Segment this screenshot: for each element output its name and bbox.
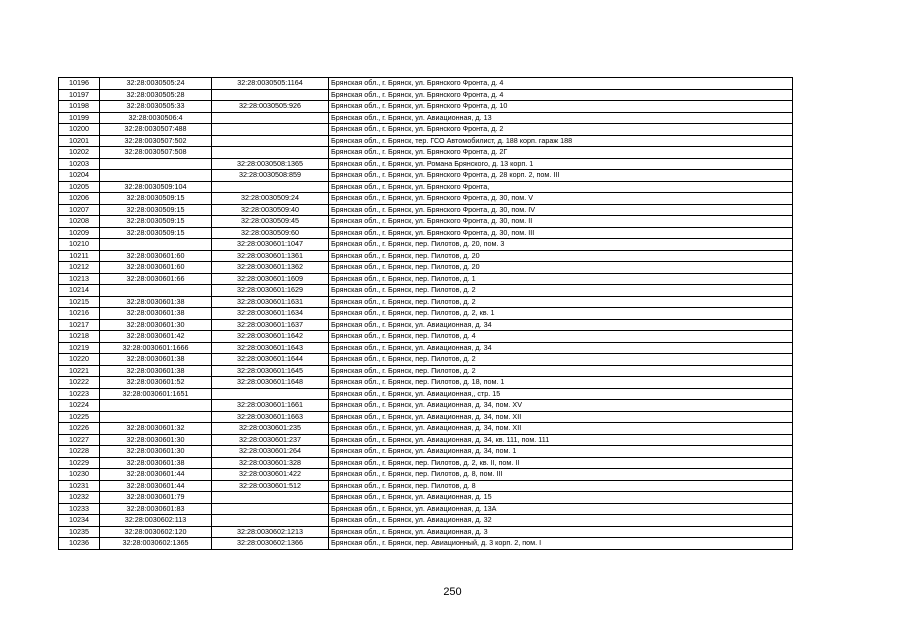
address-cell: Брянская обл., г. Брянск, пер. Пилотов, д. 2, кв. 1 [329, 308, 793, 320]
table-row [59, 308, 793, 320]
row-number-cell: 10211 [59, 250, 100, 262]
table-row [59, 377, 793, 389]
row-number-cell: 10199 [59, 112, 100, 124]
address-cell: Брянская обл., г. Брянск, ул. Авиационная, д. 13А [329, 503, 793, 515]
related-cadastral-number-cell [212, 503, 329, 515]
related-cadastral-number-cell [212, 492, 329, 504]
cadastral-number-cell: 32:28:0030601:66 [100, 273, 212, 285]
table-row [59, 538, 793, 550]
cadastral-number-cell: 32:28:0030601:38 [100, 296, 212, 308]
row-number-cell: 10210 [59, 239, 100, 251]
address-cell: Брянская обл., г. Брянск, ул. Брянского Фронта, д. 4 [329, 78, 793, 90]
row-number-cell: 10220 [59, 354, 100, 366]
row-number-cell: 10196 [59, 78, 100, 90]
table-row [59, 296, 793, 308]
address-cell: Брянская обл., г. Брянск, пер. Пилотов, д. 20 [329, 262, 793, 274]
related-cadastral-number-cell: 32:28:0030602:1213 [212, 526, 329, 538]
address-cell: Брянская обл., г. Брянск, пер. Пилотов, д. 2 [329, 296, 793, 308]
related-cadastral-number-cell: 32:28:0030509:60 [212, 227, 329, 239]
related-cadastral-number-cell: 32:28:0030601:235 [212, 423, 329, 435]
cadastral-number-cell: 32:28:0030601:38 [100, 457, 212, 469]
address-cell: Брянская обл., г. Брянск, ул. Авиационная, д. 13 [329, 112, 793, 124]
cadastral-number-cell [100, 158, 212, 170]
row-number-cell: 10207 [59, 204, 100, 216]
row-number-cell: 10218 [59, 331, 100, 343]
table-row [59, 446, 793, 458]
address-cell: Брянская обл., г. Брянск, пер. Пилотов, д. 20, пом. 3 [329, 239, 793, 251]
related-cadastral-number-cell: 32:28:0030509:40 [212, 204, 329, 216]
cadastral-number-cell: 32:28:0030601:1651 [100, 388, 212, 400]
table-row [59, 423, 793, 435]
cadastral-number-cell: 32:28:0030601:44 [100, 469, 212, 481]
page-number: 250 [443, 586, 462, 598]
address-cell: Брянская обл., г. Брянск, пер. Пилотов, д. 2 [329, 354, 793, 366]
address-cell: Брянская обл., г. Брянск, ул. Брянского Фронта, д. 4 [329, 89, 793, 101]
cadastral-number-cell: 32:28:0030601:1666 [100, 342, 212, 354]
table-row [59, 515, 793, 527]
row-number-cell: 10202 [59, 147, 100, 159]
address-cell: Брянская обл., г. Брянск, ул. Брянского Фронта, д. 28 корп. 2, пом. III [329, 170, 793, 182]
related-cadastral-number-cell: 32:28:0030601:1361 [212, 250, 329, 262]
cadastral-number-cell: 32:28:0030601:60 [100, 262, 212, 274]
address-cell: Брянская обл., г. Брянск, пер. Пилотов, д. 8, пом. III [329, 469, 793, 481]
row-number-cell: 10197 [59, 89, 100, 101]
cadastral-number-cell: 32:28:0030509:15 [100, 227, 212, 239]
related-cadastral-number-cell: 32:28:0030601:1663 [212, 411, 329, 423]
table-row [59, 170, 793, 182]
row-number-cell: 10204 [59, 170, 100, 182]
registry-table [58, 77, 793, 550]
related-cadastral-number-cell: 32:28:0030509:45 [212, 216, 329, 228]
address-cell: Брянская обл., г. Брянск, ул. Авиационная, д. 34, пом. 1 [329, 446, 793, 458]
row-number-cell: 10235 [59, 526, 100, 538]
table-row [59, 204, 793, 216]
cadastral-number-cell: 32:28:0030601:52 [100, 377, 212, 389]
cadastral-number-cell: 32:28:0030509:15 [100, 204, 212, 216]
address-cell: Брянская обл., г. Брянск, пер. Пилотов, д. 2, кв. II, пом. II [329, 457, 793, 469]
table-row [59, 124, 793, 136]
table-row [59, 181, 793, 193]
row-number-cell: 10217 [59, 319, 100, 331]
address-cell: Брянская обл., г. Брянск, тер. ГСО Автомобилист, д. 188 корп. гараж 188 [329, 135, 793, 147]
table-row [59, 319, 793, 331]
related-cadastral-number-cell: 32:28:0030601:1648 [212, 377, 329, 389]
address-cell: Брянская обл., г. Брянск, ул. Брянского Фронта, д. 2 [329, 124, 793, 136]
related-cadastral-number-cell: 32:28:0030601:1634 [212, 308, 329, 320]
cadastral-number-cell: 32:28:0030507:502 [100, 135, 212, 147]
row-number-cell: 10230 [59, 469, 100, 481]
cadastral-number-cell: 32:28:0030602:113 [100, 515, 212, 527]
cadastral-number-cell: 32:28:0030602:1365 [100, 538, 212, 550]
table-row [59, 78, 793, 90]
address-cell: Брянская обл., г. Брянск, ул. Авиационная,, стр. 15 [329, 388, 793, 400]
cadastral-number-cell: 32:28:0030601:38 [100, 365, 212, 377]
table-row [59, 400, 793, 412]
row-number-cell: 10236 [59, 538, 100, 550]
cadastral-number-cell: 32:28:0030509:15 [100, 193, 212, 205]
row-number-cell: 10234 [59, 515, 100, 527]
cadastral-number-cell [100, 400, 212, 412]
cadastral-number-cell: 32:28:0030509:15 [100, 216, 212, 228]
address-cell: Брянская обл., г. Брянск, ул. Авиационная, д. 34, пом. XII [329, 411, 793, 423]
cadastral-number-cell: 32:28:0030601:44 [100, 480, 212, 492]
related-cadastral-number-cell: 32:28:0030601:512 [212, 480, 329, 492]
table-row [59, 135, 793, 147]
row-number-cell: 10205 [59, 181, 100, 193]
address-cell: Брянская обл., г. Брянск, ул. Брянского Фронта, д. 30, пом. IV [329, 204, 793, 216]
related-cadastral-number-cell: 32:28:0030601:1642 [212, 331, 329, 343]
related-cadastral-number-cell: 32:28:0030505:1164 [212, 78, 329, 90]
table-row [59, 526, 793, 538]
table-row [59, 469, 793, 481]
table-row [59, 331, 793, 343]
address-cell: Брянская обл., г. Брянск, ул. Авиационная, д. 34, кв. 111, пом. 111 [329, 434, 793, 446]
cadastral-number-cell: 32:28:0030601:42 [100, 331, 212, 343]
cadastral-number-cell: 32:28:0030506:4 [100, 112, 212, 124]
table-row [59, 262, 793, 274]
row-number-cell: 10216 [59, 308, 100, 320]
row-number-cell: 10198 [59, 101, 100, 113]
related-cadastral-number-cell: 32:28:0030601:1661 [212, 400, 329, 412]
table-row [59, 388, 793, 400]
related-cadastral-number-cell [212, 181, 329, 193]
row-number-cell: 10225 [59, 411, 100, 423]
related-cadastral-number-cell: 32:28:0030508:1365 [212, 158, 329, 170]
related-cadastral-number-cell: 32:28:0030601:1643 [212, 342, 329, 354]
address-cell: Брянская обл., г. Брянск, ул. Брянского Фронта, [329, 181, 793, 193]
related-cadastral-number-cell: 32:28:0030505:926 [212, 101, 329, 113]
cadastral-number-cell: 32:28:0030601:30 [100, 319, 212, 331]
table-row [59, 216, 793, 228]
row-number-cell: 10212 [59, 262, 100, 274]
cadastral-number-cell: 32:28:0030505:33 [100, 101, 212, 113]
row-number-cell: 10215 [59, 296, 100, 308]
address-cell: Брянская обл., г. Брянск, ул. Брянского Фронта, д. 10 [329, 101, 793, 113]
related-cadastral-number-cell: 32:28:0030601:1644 [212, 354, 329, 366]
address-cell: Брянская обл., г. Брянск, ул. Брянского Фронта, д. 30, пом. II [329, 216, 793, 228]
address-cell: Брянская обл., г. Брянск, пер. Пилотов, д. 2 [329, 285, 793, 297]
address-cell: Брянская обл., г. Брянск, пер. Пилотов, д. 18, пом. 1 [329, 377, 793, 389]
registry-table-body [59, 78, 793, 550]
related-cadastral-number-cell: 32:28:0030601:237 [212, 434, 329, 446]
address-cell: Брянская обл., г. Брянск, ул. Авиационная, д. 32 [329, 515, 793, 527]
table-row [59, 492, 793, 504]
table-row [59, 147, 793, 159]
related-cadastral-number-cell [212, 89, 329, 101]
related-cadastral-number-cell: 32:28:0030601:1629 [212, 285, 329, 297]
table-row [59, 457, 793, 469]
table-row [59, 112, 793, 124]
cadastral-number-cell: 32:28:0030505:24 [100, 78, 212, 90]
row-number-cell: 10224 [59, 400, 100, 412]
address-cell: Брянская обл., г. Брянск, ул. Брянского Фронта, д. 30, пом. III [329, 227, 793, 239]
row-number-cell: 10228 [59, 446, 100, 458]
row-number-cell: 10213 [59, 273, 100, 285]
related-cadastral-number-cell: 32:28:0030602:1366 [212, 538, 329, 550]
cadastral-number-cell: 32:28:0030507:488 [100, 124, 212, 136]
table-row [59, 342, 793, 354]
row-number-cell: 10221 [59, 365, 100, 377]
address-cell: Брянская обл., г. Брянск, ул. Авиационная, д. 34, пом. XV [329, 400, 793, 412]
cadastral-number-cell: 32:28:0030602:120 [100, 526, 212, 538]
address-cell: Брянская обл., г. Брянск, ул. Авиационная, д. 34 [329, 342, 793, 354]
related-cadastral-number-cell [212, 112, 329, 124]
table-row [59, 434, 793, 446]
table-row [59, 480, 793, 492]
address-cell: Брянская обл., г. Брянск, ул. Романа Брянского, д. 13 корп. 1 [329, 158, 793, 170]
related-cadastral-number-cell: 32:28:0030601:1645 [212, 365, 329, 377]
cadastral-number-cell: 32:28:0030601:32 [100, 423, 212, 435]
cadastral-number-cell: 32:28:0030601:38 [100, 308, 212, 320]
table-row [59, 411, 793, 423]
cadastral-number-cell: 32:28:0030601:60 [100, 250, 212, 262]
related-cadastral-number-cell [212, 515, 329, 527]
row-number-cell: 10232 [59, 492, 100, 504]
cadastral-number-cell [100, 170, 212, 182]
row-number-cell: 10226 [59, 423, 100, 435]
related-cadastral-number-cell [212, 388, 329, 400]
cadastral-number-cell: 32:28:0030601:30 [100, 434, 212, 446]
cadastral-number-cell [100, 239, 212, 251]
row-number-cell: 10200 [59, 124, 100, 136]
row-number-cell: 10227 [59, 434, 100, 446]
related-cadastral-number-cell: 32:28:0030601:422 [212, 469, 329, 481]
cadastral-number-cell [100, 285, 212, 297]
address-cell: Брянская обл., г. Брянск, ул. Авиационная, д. 3 [329, 526, 793, 538]
related-cadastral-number-cell: 32:28:0030601:1047 [212, 239, 329, 251]
row-number-cell: 10209 [59, 227, 100, 239]
cadastral-number-cell: 32:28:0030601:38 [100, 354, 212, 366]
row-number-cell: 10229 [59, 457, 100, 469]
address-cell: Брянская обл., г. Брянск, пер. Пилотов, д. 20 [329, 250, 793, 262]
row-number-cell: 10201 [59, 135, 100, 147]
cadastral-number-cell: 32:28:0030601:83 [100, 503, 212, 515]
cadastral-number-cell: 32:28:0030505:28 [100, 89, 212, 101]
cadastral-number-cell [100, 411, 212, 423]
table-row [59, 193, 793, 205]
table-row [59, 227, 793, 239]
table-row [59, 239, 793, 251]
row-number-cell: 10203 [59, 158, 100, 170]
address-cell: Брянская обл., г. Брянск, пер. Пилотов, д. 1 [329, 273, 793, 285]
table-row [59, 285, 793, 297]
table-row [59, 89, 793, 101]
related-cadastral-number-cell [212, 147, 329, 159]
related-cadastral-number-cell: 32:28:0030601:1362 [212, 262, 329, 274]
related-cadastral-number-cell: 32:28:0030601:1637 [212, 319, 329, 331]
address-cell: Брянская обл., г. Брянск, ул. Авиационная, д. 34 [329, 319, 793, 331]
related-cadastral-number-cell: 32:28:0030601:1609 [212, 273, 329, 285]
cadastral-number-cell: 32:28:0030509:104 [100, 181, 212, 193]
row-number-cell: 10208 [59, 216, 100, 228]
address-cell: Брянская обл., г. Брянск, пер. Пилотов, д. 4 [329, 331, 793, 343]
row-number-cell: 10214 [59, 285, 100, 297]
cadastral-number-cell: 32:28:0030601:79 [100, 492, 212, 504]
row-number-cell: 10231 [59, 480, 100, 492]
address-cell: Брянская обл., г. Брянск, пер. Пилотов, д. 8 [329, 480, 793, 492]
address-cell: Брянская обл., г. Брянск, пер. Пилотов, д. 2 [329, 365, 793, 377]
related-cadastral-number-cell: 32:28:0030601:328 [212, 457, 329, 469]
related-cadastral-number-cell [212, 124, 329, 136]
table-row [59, 101, 793, 113]
table-row [59, 273, 793, 285]
address-cell: Брянская обл., г. Брянск, ул. Брянского Фронта, д. 2Г [329, 147, 793, 159]
table-row [59, 365, 793, 377]
cadastral-number-cell: 32:28:0030507:508 [100, 147, 212, 159]
table-row [59, 354, 793, 366]
row-number-cell: 10233 [59, 503, 100, 515]
row-number-cell: 10219 [59, 342, 100, 354]
table-row [59, 250, 793, 262]
table-row [59, 158, 793, 170]
related-cadastral-number-cell: 32:28:0030509:24 [212, 193, 329, 205]
address-cell: Брянская обл., г. Брянск, ул. Авиационная, д. 15 [329, 492, 793, 504]
row-number-cell: 10223 [59, 388, 100, 400]
row-number-cell: 10206 [59, 193, 100, 205]
related-cadastral-number-cell: 32:28:0030508:859 [212, 170, 329, 182]
related-cadastral-number-cell: 32:28:0030601:1631 [212, 296, 329, 308]
address-cell: Брянская обл., г. Брянск, ул. Авиационная, д. 34, пом. XII [329, 423, 793, 435]
address-cell: Брянская обл., г. Брянск, пер. Авиационный, д. 3 корп. 2, пом. I [329, 538, 793, 550]
row-number-cell: 10222 [59, 377, 100, 389]
related-cadastral-number-cell: 32:28:0030601:264 [212, 446, 329, 458]
table-row [59, 503, 793, 515]
address-cell: Брянская обл., г. Брянск, ул. Брянского Фронта, д. 30, пом. V [329, 193, 793, 205]
related-cadastral-number-cell [212, 135, 329, 147]
cadastral-number-cell: 32:28:0030601:30 [100, 446, 212, 458]
